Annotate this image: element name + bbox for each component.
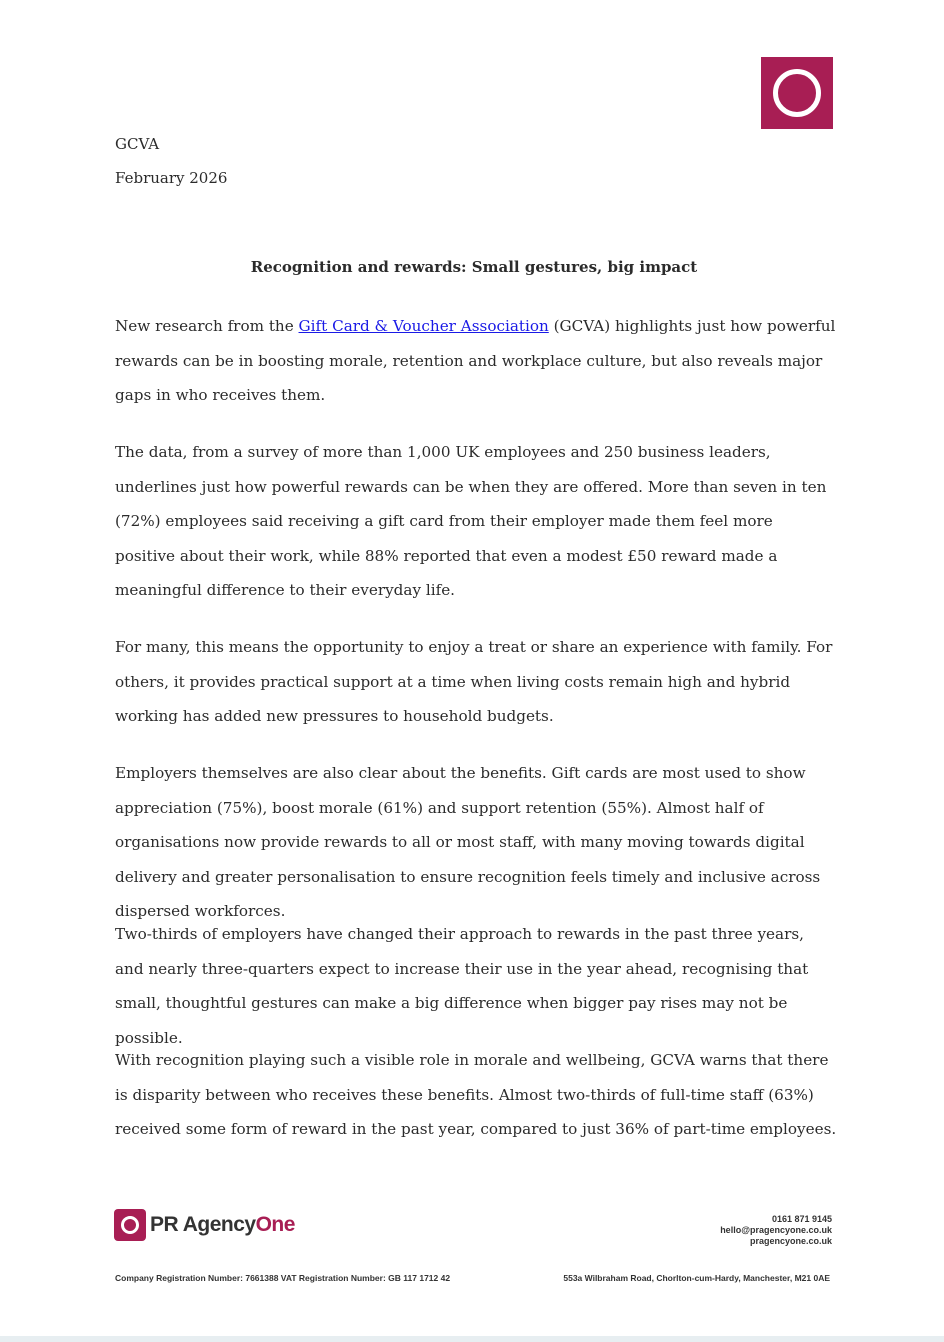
paragraph-2: The data, from a survey of more than 1,000 UK employees and 250 business leaders, underlines just how powerful rewards can be when they are offered. More than seven in ten (72%) employees said receiving a gift card from their employer made them feel more positive about their work, while 88% reported that even a modest £50 reward made a meaningful difference to their everyday life. — [115, 443, 827, 599]
paragraph-3: For many, this means the opportunity to enjoy a treat or share an experience with family. For others, it provides practical support at a time when living costs remain high and hybrid working has added new pressures to household budgets. — [115, 638, 833, 725]
org-name: GCVA — [115, 135, 160, 153]
paragraph-1: New research from the Gift Card & Voucher Association (GCVA) highlights just how powerful rewards can be in boosting morale, retention and workplace culture, but also reveals major gaps in who receives them. — [115, 317, 836, 404]
paragraph-4: Employers themselves are also clear about the benefits. Gift cards are most used to show appreciation (75%), boost morale (61%) and support retention (55%). Almost half of organisations now provide rewards to all or most staff, with many moving towards digital delivery and greater personalisation to ensure recognition feels timely and inclusive across dispersed workforces. — [115, 764, 821, 920]
email-address[interactable]: hello@pragencyone.co.uk — [720, 1225, 832, 1235]
page-bottom-edge — [0, 1336, 944, 1342]
pr-agency-logo-icon — [114, 1209, 146, 1241]
paragraph-6: With recognition playing such a visible role in morale and wellbeing, GCVA warns that there is disparity between who receives these benefits. Almost two-thirds of full-time staff (63%) received some form of reward in the past year, compared to just 36% of part-time employees. — [115, 1051, 837, 1138]
paragraph-5: Two-thirds of employers have changed their approach to rewards in the past three years, and nearly three-quarters expect to increase their use in the year ahead, recognising that small, thoughtful gestures can make a big difference when bigger pay rises may not be possible. — [115, 925, 809, 1047]
phone-number: 0161 871 9145 — [771, 1214, 832, 1224]
contact-block — [720, 1214, 832, 1247]
ring-logo-icon — [773, 69, 821, 117]
website[interactable]: pragencyone.co.uk — [749, 1236, 832, 1246]
document-date: February 2026 — [115, 169, 228, 187]
gcva-logo — [761, 57, 833, 129]
pr-agency-brand: PR AgencyOne — [150, 1213, 295, 1236]
company-address: 553a Wilbraham Road, Chorlton-cum-Hardy, Manchester, M21 0AE — [563, 1273, 830, 1283]
registration-numbers: Company Registration Number: 7661388 VAT Registration Number: GB 117 1712 42 — [115, 1273, 451, 1283]
page-title: Recognition and rewards: Small gestures, big impact — [250, 258, 698, 276]
pr-agency-one-logo — [114, 1209, 295, 1241]
gcva-link[interactable]: Gift Card & Voucher Association — [298, 317, 549, 335]
